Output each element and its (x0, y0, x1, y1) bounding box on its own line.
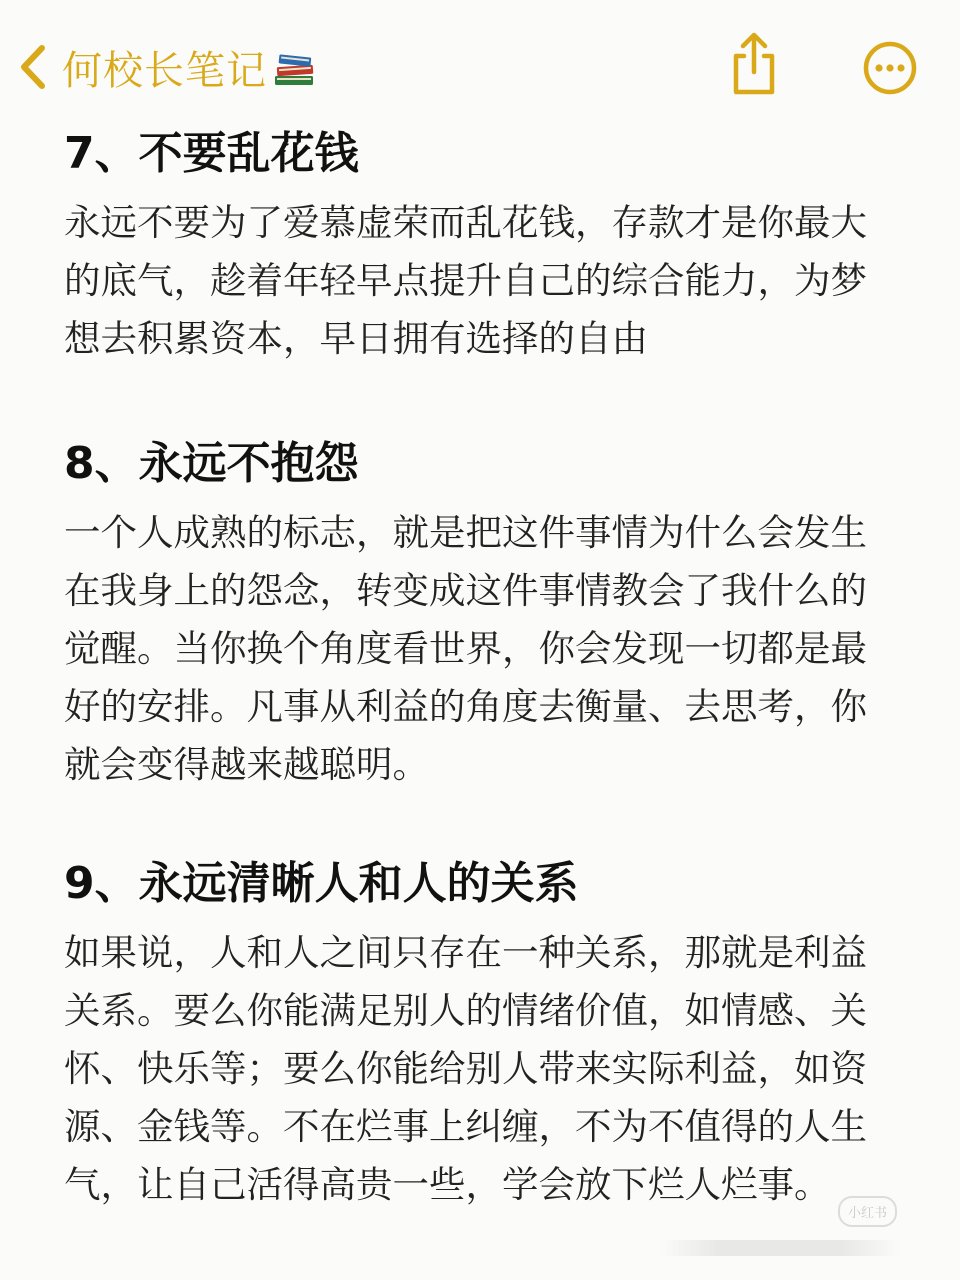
back-button[interactable] (18, 32, 317, 102)
section-heading: 8、永远不抱怨 (64, 438, 359, 489)
section-heading: 7、不要乱花钱 (64, 128, 359, 179)
more-options-button[interactable] (862, 40, 918, 96)
share-button[interactable] (724, 30, 784, 100)
section-paragraph: 一个人成熟的标志，就是把这件事情为什么会发生在我身上的怨念，转变成这件事情教会了我什么的觉醒。当你换个角度看世界，你会发现一切都是最好的安排。凡事从利益的角度去衡量、去思考，你就会变得越来越聪明。 (64, 511, 867, 786)
section-paragraph: 永远不要为了爱慕虚荣而乱花钱，存款才是你最大的底气，趁着年轻早点提升自己的综合能力，为梦想去积累资本，早日拥有选择的自由 (64, 201, 867, 360)
note-section-9 (64, 848, 874, 1214)
share-icon (724, 85, 784, 104)
note-folder-title: 何校长笔记 (62, 47, 267, 94)
section-paragraph: 如果说，人和人之间只存在一种关系，那就是利益关系。要么你能满足别人的情绪价值，如情感、关怀、快乐等；要么你能给别人带来实际利益，如资源、金钱等。不在烂事上纠缠，不为不值得的人生气，让自己活得高贵一些，学会放下烂人烂事。 (64, 931, 867, 1206)
note-section-8 (64, 428, 874, 794)
more-icon (862, 81, 918, 100)
watermark-id-strip (660, 1240, 900, 1256)
books-icon (271, 46, 317, 88)
note-section-7 (64, 118, 874, 368)
section-heading: 9、永远清晰人和人的关系 (64, 858, 579, 909)
navigation-bar (0, 0, 960, 120)
watermark-logo: 小红书 (838, 1196, 897, 1227)
chevron-left-icon (18, 42, 48, 92)
